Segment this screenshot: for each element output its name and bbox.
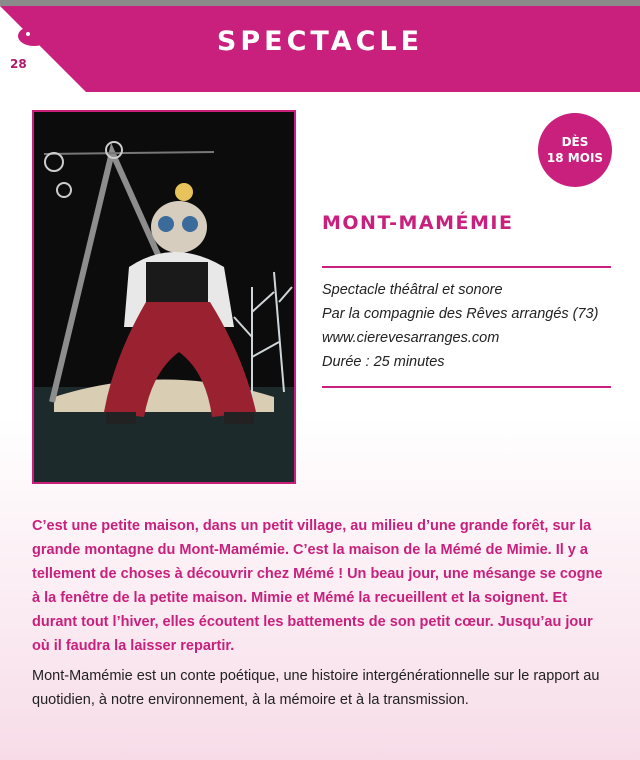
performer-illustration <box>34 112 294 482</box>
page-number: 28 <box>10 57 27 71</box>
show-company: Par la compagnie des Rêves arrangés (73) <box>322 306 599 322</box>
show-genre: Spectacle théâtral et sonore <box>322 282 503 298</box>
divider-bottom <box>322 386 611 388</box>
age-badge-line1: DÈS <box>561 135 589 149</box>
show-info <box>322 278 622 374</box>
show-website[interactable]: www.cierevesarranges.com <box>322 330 500 346</box>
show-duration: Durée : 25 minutes <box>322 354 445 370</box>
age-badge <box>538 113 612 187</box>
age-badge-line2: 18 MOIS <box>546 151 604 165</box>
description-highlight: C’est une petite maison, dans un petit village, au milieu d’une grande forêt, sur la grande montagne du Mont-Mamémie. C’est la maison de la Mémé de Mimie. Il y a tellement de choses à découvrir chez Mémé ! Un beau jour, une mésange se cogne à la fenêtre de la petite maison. Mimie et Mémé la recueillent et la soignent. Et durant tout l’hiver, elles écoutent les battements de son petit cœur. Jusqu’au jour où il faudra la laisser repartir. <box>32 518 603 654</box>
section-title: SPECTACLE <box>216 26 424 57</box>
description-summary: Mont-Mamémie est un conte poétique, une histoire intergénérationnelle sur le rapport au quotidien, à notre environnement, à la mémoire et à la transmission. <box>32 668 600 708</box>
show-title: MONT-MAMÉMIE <box>322 212 514 234</box>
show-photo <box>32 110 296 484</box>
divider-top <box>322 266 611 268</box>
